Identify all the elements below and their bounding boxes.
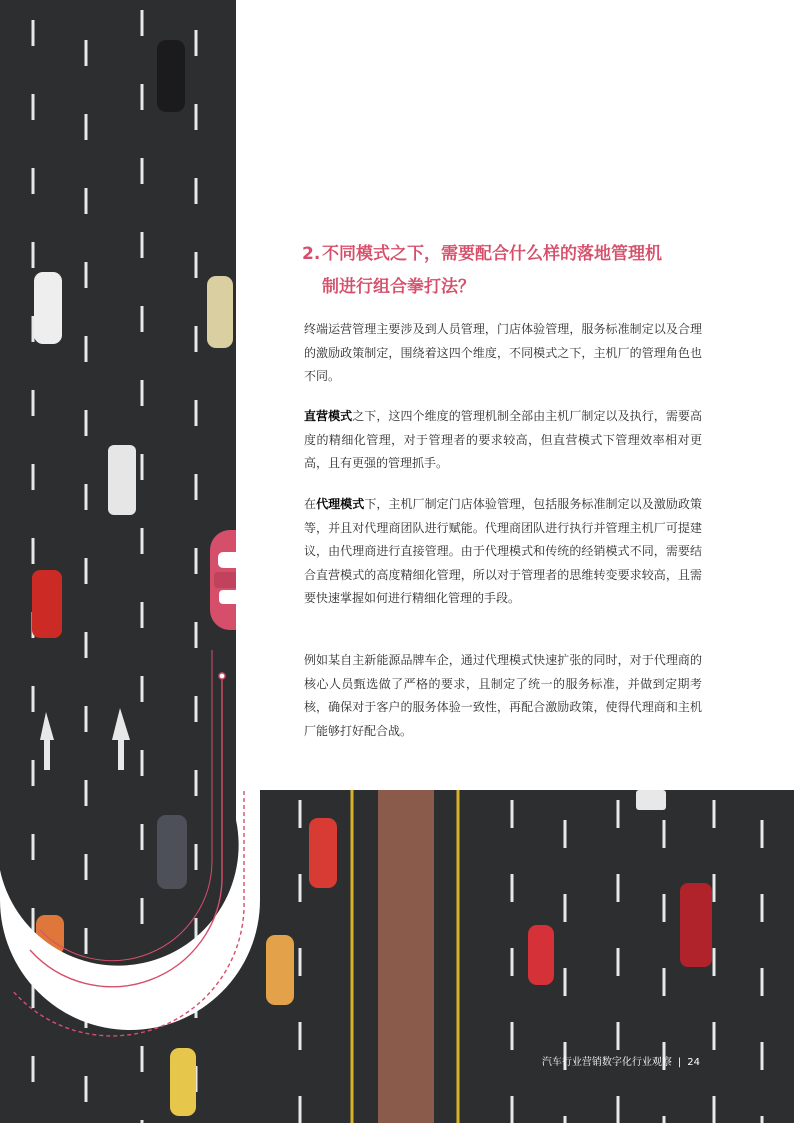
paragraph-example: 例如某自主新能源品牌车企，通过代理模式快速扩张的同时，对于代理商的核心人员甄选做了严格的要求，且制定了统一的服务标准，并做到定期考核，确保对于客户的服务体验一致性，再配合激励政策，使得代理商和主机厂能够打好配合战。 bbox=[304, 653, 702, 738]
median-strip bbox=[378, 790, 434, 1123]
page-number: 24 bbox=[687, 1057, 700, 1068]
paragraph-intro: 终端运营管理主要涉及到人员管理，门店体验管理，服务标准制定以及合理的激励政策制定，围绕着这四个维度，不同模式之下，主机厂的管理角色也不同。 bbox=[304, 322, 702, 383]
page-footer bbox=[520, 1053, 700, 1073]
paragraph-direct-mode-text: 之下，这四个维度的管理机制全部由主机厂制定以及执行，需要高度的精细化管理，对于管理者的要求较高，但直营模式下管理效率相对更高，且有更强的管理抓手。 bbox=[304, 409, 702, 470]
paragraph-direct-mode bbox=[304, 405, 702, 476]
paragraph-agency-mode bbox=[304, 493, 702, 611]
footer-separator: | bbox=[677, 1057, 682, 1068]
section-number: 2. bbox=[302, 244, 321, 264]
section-heading bbox=[302, 238, 712, 304]
term-direct-mode: 直营模式 bbox=[304, 409, 353, 423]
term-agency-mode: 代理模式 bbox=[316, 497, 365, 511]
heading-line-1: 不同模式之下，需要配合什么样的落地管理机 bbox=[322, 244, 662, 264]
paragraph-agency-prefix: 在 bbox=[304, 497, 317, 511]
paragraph-agency-mode-text: 下，主机厂制定门店体验管理，包括服务标准制定以及激励政策等，并且对代理商团队进行赋能。代理商团队进行执行并管理主机厂可提建议，由代理商进行直接管理。由于代理模式和传统的经销模式不同，需要结合直营模式的高度精细化管理，所以对于管理者的思维转变要求较高，且需要快速掌握如何进行精细化管理的手段。 bbox=[304, 497, 702, 605]
heading-line-2: 制进行组合拳打法？ bbox=[322, 277, 475, 297]
footer-title: 汽车行业营销数字化行业观察 bbox=[541, 1057, 672, 1068]
